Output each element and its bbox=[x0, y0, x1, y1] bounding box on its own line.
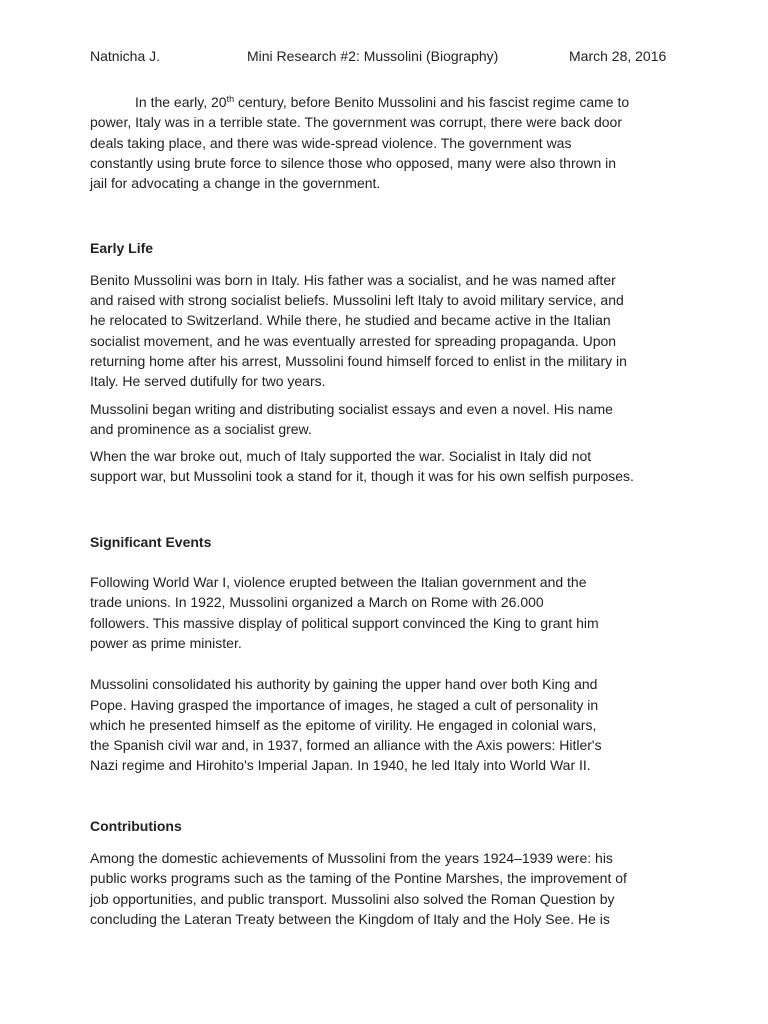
paragraph-line: and raised with strong socialist beliefs. Mussolini left Italy to avoid military service, and bbox=[90, 292, 624, 309]
paragraph-line: Italy. He served dutifully for two years. bbox=[90, 373, 326, 390]
paragraph-line: Among the domestic achievements of Mussolini from the years 1924–1939 were: his bbox=[90, 850, 613, 867]
paragraph-line: he relocated to Switzerland. While there, he studied and became active in the Italian bbox=[90, 312, 611, 329]
paragraph-line: Mussolini consolidated his authority by gaining the upper hand over both King and bbox=[90, 676, 598, 693]
paragraph-line: followers. This massive display of political support convinced the King to grant him bbox=[90, 614, 599, 631]
intro-line-text: century, before Benito Mussolini and his fascist regime came to bbox=[237, 94, 630, 110]
paragraph-line: and prominence as a socialist grew. bbox=[90, 420, 312, 437]
heading-contributions: Contributions bbox=[90, 817, 182, 834]
intro-line: constantly using brute force to silence those who opposed, many were also thrown in bbox=[90, 154, 617, 171]
early-life-paragraph-1 bbox=[90, 270, 685, 392]
intro-line: deals taking place, and there was wide-spread violence. The government was bbox=[90, 134, 572, 151]
paragraph-line: returning home after his arrest, Mussolini found himself forced to enlist in the military in bbox=[90, 352, 627, 369]
document-body bbox=[90, 92, 685, 929]
paragraph-line: job opportunities, and public transport. Mussolini also solved the Roman Question by bbox=[90, 890, 615, 907]
significant-events-paragraph-2 bbox=[90, 674, 685, 775]
paragraph-line: Benito Mussolini was born in Italy. His father was a socialist, and he was named after bbox=[90, 271, 616, 288]
paragraph-line: which he presented himself as the epitome of virility. He engaged in colonial wars, bbox=[90, 716, 597, 733]
paragraph-line: power as prime minister. bbox=[90, 634, 242, 651]
early-life-paragraph-3 bbox=[90, 446, 685, 487]
heading-significant-events: Significant Events bbox=[90, 533, 212, 550]
header-date: March 28, 2016 bbox=[569, 48, 667, 64]
header-title: Mini Research #2: Mussolini (Biography) bbox=[247, 48, 499, 64]
paragraph-line: support war, but Mussolini took a stand for it, though it was for his own selfish purposes. bbox=[90, 468, 634, 485]
page-header bbox=[90, 47, 680, 67]
paragraph-line: Pope. Having grasped the importance of images, he staged a cult of personality in bbox=[90, 696, 599, 713]
paragraph-line: the Spanish civil war and, in 1937, formed an alliance with the Axis powers: Hitler's bbox=[90, 737, 602, 754]
intro-line: jail for advocating a change in the government. bbox=[90, 175, 381, 192]
heading-early-life: Early Life bbox=[90, 240, 154, 257]
paragraph-line: When the war broke out, much of Italy supported the war. Socialist in Italy did not bbox=[90, 448, 592, 465]
contributions-paragraph-1 bbox=[90, 848, 685, 929]
paragraph-line: Nazi regime and Hirohito's Imperial Japan. In 1940, he led Italy into World War II. bbox=[90, 757, 591, 774]
paragraph-line: trade unions. In 1922, Mussolini organized a March on Rome with 26.000 bbox=[90, 594, 544, 611]
paragraph-line: concluding the Lateran Treaty between the Kingdom of Italy and the Holy See. He is bbox=[90, 910, 610, 927]
intro-superscript: th bbox=[226, 94, 235, 104]
significant-events-paragraph-1 bbox=[90, 572, 685, 653]
paragraph-line: public works programs such as the taming of the Pontine Marshes, the improvement of bbox=[90, 870, 627, 887]
intro-paragraph bbox=[90, 92, 685, 193]
header-author: Natnicha J. bbox=[90, 48, 161, 64]
paragraph-line: socialist movement, and he was eventually arrested for spreading propaganda. Upon bbox=[90, 332, 617, 349]
intro-line: power, Italy was in a terrible state. The government was corrupt, there were back door bbox=[90, 114, 622, 131]
intro-line bbox=[90, 92, 685, 112]
early-life-paragraph-2 bbox=[90, 399, 685, 440]
intro-lead: In the early, 20 bbox=[135, 94, 227, 110]
paragraph-line: Following World War I, violence erupted between the Italian government and the bbox=[90, 574, 587, 591]
paragraph-line: Mussolini began writing and distributing socialist essays and even a novel. His name bbox=[90, 400, 613, 417]
